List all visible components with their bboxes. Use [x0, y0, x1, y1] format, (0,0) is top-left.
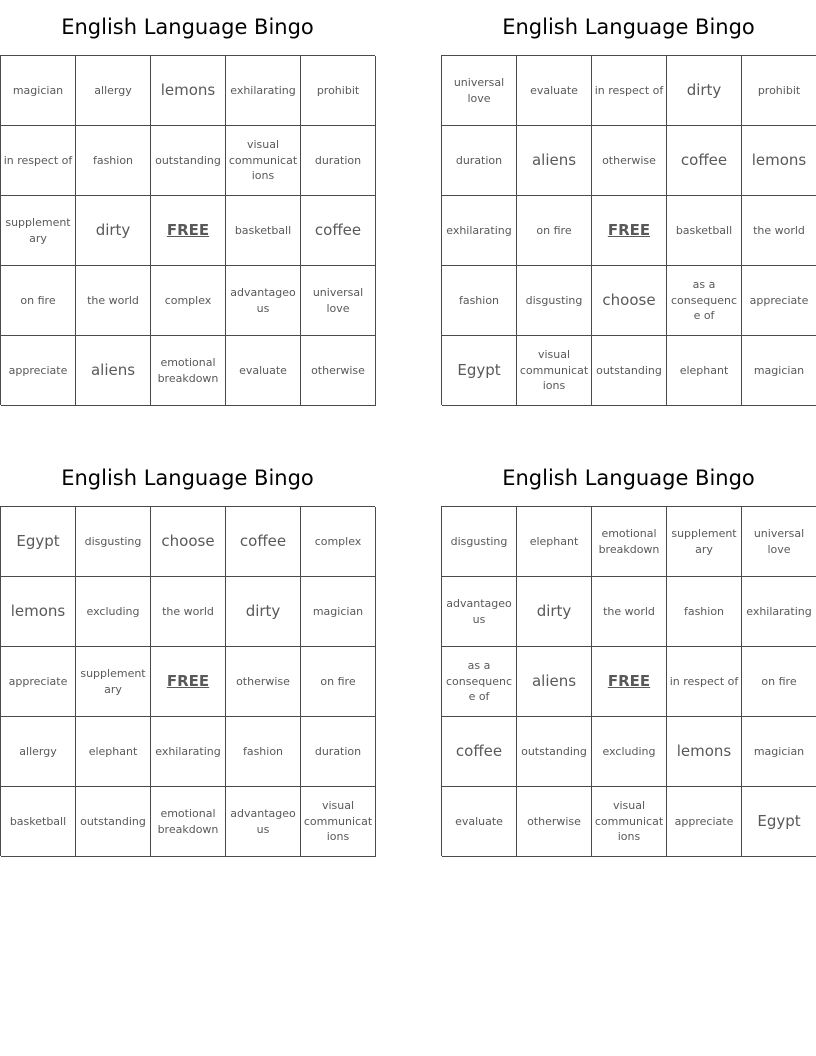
bingo-cell: visual communications	[517, 336, 592, 406]
bingo-grid	[0, 55, 375, 405]
bingo-cell: evaluate	[442, 787, 517, 857]
bingo-cell: universal love	[442, 56, 517, 126]
bingo-cell: exhilarating	[742, 577, 816, 647]
bingo-cell: aliens	[76, 336, 151, 406]
bingo-cell: the world	[151, 577, 226, 647]
bingo-cell: advantageous	[226, 787, 301, 857]
card-title: English Language Bingo	[502, 15, 755, 39]
bingo-cell: outstanding	[592, 336, 667, 406]
card-title: English Language Bingo	[502, 466, 755, 490]
bingo-cell: elephant	[667, 336, 742, 406]
bingo-cell: in respect of	[667, 647, 742, 717]
bingo-cell: disgusting	[76, 507, 151, 577]
bingo-cell: lemons	[151, 56, 226, 126]
bingo-cell: aliens	[517, 126, 592, 196]
bingo-cell: magician	[742, 336, 816, 406]
bingo-cell: visual communications	[301, 787, 376, 857]
bingo-cell: emotional breakdown	[151, 336, 226, 406]
free-space-cell: FREE	[592, 196, 667, 266]
bingo-cell: dirty	[76, 196, 151, 266]
bingo-cell: Egypt	[742, 787, 816, 857]
bingo-cell: otherwise	[301, 336, 376, 406]
bingo-cell: as a consequence of	[667, 266, 742, 336]
bingo-grid	[441, 506, 816, 856]
bingo-cell: duration	[301, 126, 376, 196]
bingo-grid	[441, 55, 816, 405]
bingo-cell: fashion	[226, 717, 301, 787]
bingo-cell: dirty	[226, 577, 301, 647]
bingo-cell: elephant	[76, 717, 151, 787]
bingo-cell: basketball	[226, 196, 301, 266]
bingo-cell: choose	[151, 507, 226, 577]
bingo-cell: fashion	[667, 577, 742, 647]
bingo-cell: the world	[592, 577, 667, 647]
bingo-cell: appreciate	[667, 787, 742, 857]
bingo-cell: dirty	[667, 56, 742, 126]
bingo-cell: outstanding	[151, 126, 226, 196]
bingo-cell: dirty	[517, 577, 592, 647]
bingo-cell: exhilarating	[151, 717, 226, 787]
card-title: English Language Bingo	[61, 15, 314, 39]
bingo-cell: otherwise	[517, 787, 592, 857]
bingo-cell: on fire	[301, 647, 376, 717]
free-space-cell: FREE	[151, 196, 226, 266]
bingo-cell: complex	[301, 507, 376, 577]
bingo-cell: supplementary	[76, 647, 151, 717]
free-space-cell: FREE	[151, 647, 226, 717]
bingo-cell: basketball	[667, 196, 742, 266]
bingo-cell: disgusting	[517, 266, 592, 336]
bingo-cell: outstanding	[76, 787, 151, 857]
bingo-cell: lemons	[742, 126, 816, 196]
bingo-cell: advantageous	[442, 577, 517, 647]
bingo-cell: emotional breakdown	[151, 787, 226, 857]
bingo-cell: lemons	[667, 717, 742, 787]
bingo-cell: coffee	[442, 717, 517, 787]
bingo-cell: evaluate	[517, 56, 592, 126]
bingo-cell: coffee	[301, 196, 376, 266]
bingo-cell: universal love	[301, 266, 376, 336]
card-title: English Language Bingo	[61, 466, 314, 490]
bingo-cell: disgusting	[442, 507, 517, 577]
bingo-cell: duration	[301, 717, 376, 787]
bingo-cell: otherwise	[226, 647, 301, 717]
bingo-cell: appreciate	[1, 647, 76, 717]
bingo-cell: fashion	[442, 266, 517, 336]
bingo-cell: on fire	[1, 266, 76, 336]
bingo-cell: Egypt	[1, 507, 76, 577]
bingo-cell: supplementary	[667, 507, 742, 577]
bingo-cell: evaluate	[226, 336, 301, 406]
bingo-grid	[0, 506, 375, 856]
bingo-cell: allergy	[1, 717, 76, 787]
bingo-cell: Egypt	[442, 336, 517, 406]
bingo-cell: complex	[151, 266, 226, 336]
bingo-cell: as a consequence of	[442, 647, 517, 717]
bingo-cell: advantageous	[226, 266, 301, 336]
bingo-cell: outstanding	[517, 717, 592, 787]
bingo-cell: visual communications	[592, 787, 667, 857]
bingo-cell: the world	[76, 266, 151, 336]
bingo-cell: coffee	[226, 507, 301, 577]
bingo-cell: otherwise	[592, 126, 667, 196]
free-space-cell: FREE	[592, 647, 667, 717]
bingo-cell: emotional breakdown	[592, 507, 667, 577]
bingo-cell: aliens	[517, 647, 592, 717]
bingo-cell: choose	[592, 266, 667, 336]
bingo-cell: excluding	[592, 717, 667, 787]
bingo-cell: in respect of	[592, 56, 667, 126]
bingo-cell: on fire	[742, 647, 816, 717]
bingo-cell: exhilarating	[226, 56, 301, 126]
bingo-cell: appreciate	[1, 336, 76, 406]
bingo-cell: supplementary	[1, 196, 76, 266]
bingo-cell: allergy	[76, 56, 151, 126]
bingo-cell: on fire	[517, 196, 592, 266]
bingo-cell: elephant	[517, 507, 592, 577]
bingo-cell: basketball	[1, 787, 76, 857]
bingo-cell: exhilarating	[442, 196, 517, 266]
bingo-cell: coffee	[667, 126, 742, 196]
bingo-cell: universal love	[742, 507, 816, 577]
bingo-cell: excluding	[76, 577, 151, 647]
bingo-cell: in respect of	[1, 126, 76, 196]
bingo-cell: appreciate	[742, 266, 816, 336]
bingo-cell: fashion	[76, 126, 151, 196]
bingo-cell: prohibit	[742, 56, 816, 126]
bingo-cell: magician	[742, 717, 816, 787]
bingo-cell: duration	[442, 126, 517, 196]
bingo-cell: magician	[1, 56, 76, 126]
bingo-cell: the world	[742, 196, 816, 266]
bingo-cell: visual communications	[226, 126, 301, 196]
bingo-cell: lemons	[1, 577, 76, 647]
bingo-cell: prohibit	[301, 56, 376, 126]
bingo-cell: magician	[301, 577, 376, 647]
